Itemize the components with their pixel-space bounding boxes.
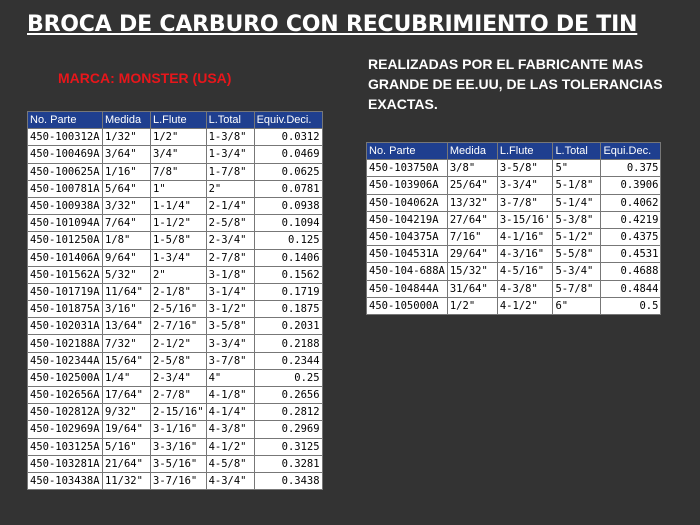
cell-flute-length: 3-7/16" (151, 472, 207, 489)
table-row (28, 197, 323, 214)
cell-flute-length: 2-5/8" (151, 352, 207, 369)
cell-flute-length: 4-3/8" (497, 280, 553, 297)
cell-size: 27/64" (447, 211, 497, 228)
cell-flute-length: 1/2" (151, 129, 207, 146)
cell-decimal-equivalent: 0.1406 (254, 249, 322, 266)
cell-total-length: 3-1/2" (206, 301, 254, 318)
cell-flute-length: 7/8" (151, 163, 207, 180)
cell-decimal-equivalent: 0.3125 (254, 438, 322, 455)
cell-size: 29/64" (447, 246, 497, 263)
cell-size: 1/2" (447, 297, 497, 314)
cell-size: 7/32" (103, 335, 151, 352)
cell-total-length: 3-3/4" (206, 335, 254, 352)
table-row (367, 211, 661, 228)
table-row (28, 215, 323, 232)
cell-total-length: 3-1/8" (206, 266, 254, 283)
cell-flute-length: 2-7/8" (151, 387, 207, 404)
cell-flute-length: 1-1/4" (151, 197, 207, 214)
column-header-flute-length: L.Flute (151, 112, 207, 129)
cell-size: 5/16" (103, 438, 151, 455)
table-row (28, 180, 323, 197)
cell-decimal-equivalent: 0.2344 (254, 352, 322, 369)
cell-flute-length: 3-5/8" (497, 160, 553, 177)
cell-flute-length: 2-5/16" (151, 301, 207, 318)
cell-total-length: 2-5/8" (206, 215, 254, 232)
cell-flute-length: 3-5/16" (151, 455, 207, 472)
cell-total-length: 3-7/8" (206, 352, 254, 369)
cell-part-number: 450-102812A (28, 404, 103, 421)
brand-label: MARCA: MONSTER (USA) (58, 70, 232, 86)
cell-total-length: 4-1/8" (206, 387, 254, 404)
column-header-decimal-equivalent: Equiv.Deci. (254, 112, 322, 129)
cell-total-length: 3-1/4" (206, 283, 254, 300)
cell-part-number: 450-101094A (28, 215, 103, 232)
table-row (367, 228, 661, 245)
cell-total-length: 2-1/4" (206, 197, 254, 214)
cell-part-number: 450-104531A (367, 246, 448, 263)
cell-part-number: 450-102500A (28, 369, 103, 386)
cell-part-number: 450-103125A (28, 438, 103, 455)
cell-total-length: 1-3/4" (206, 146, 254, 163)
table-row (28, 232, 323, 249)
cell-decimal-equivalent: 0.0781 (254, 180, 322, 197)
table-row (28, 455, 323, 472)
cell-size: 1/32" (103, 129, 151, 146)
table-row (367, 160, 661, 177)
cell-part-number: 450-103281A (28, 455, 103, 472)
table-row (367, 194, 661, 211)
table-row (28, 163, 323, 180)
cell-flute-length: 2" (151, 266, 207, 283)
cell-part-number: 450-101562A (28, 266, 103, 283)
cell-size: 3/8" (447, 160, 497, 177)
cell-decimal-equivalent: 0.3281 (254, 455, 322, 472)
cell-size: 13/32" (447, 194, 497, 211)
cell-part-number: 450-104844A (367, 280, 448, 297)
cell-total-length: 4" (206, 369, 254, 386)
cell-part-number: 450-105000A (367, 297, 448, 314)
table-header-row (28, 112, 323, 129)
table-row (28, 283, 323, 300)
cell-decimal-equivalent: 0.1094 (254, 215, 322, 232)
cell-part-number: 450-100781A (28, 180, 103, 197)
table-row (28, 129, 323, 146)
cell-total-length: 5" (553, 160, 601, 177)
cell-size: 1/8" (103, 232, 151, 249)
column-header-size: Medida (103, 112, 151, 129)
cell-total-length: 4-3/4" (206, 472, 254, 489)
table-row (28, 318, 323, 335)
table-row (367, 280, 661, 297)
cell-flute-length: 3-3/4" (497, 177, 553, 194)
table-row (367, 177, 661, 194)
cell-total-length: 4-1/4" (206, 404, 254, 421)
cell-size: 7/64" (103, 215, 151, 232)
cell-total-length: 6" (553, 297, 601, 314)
cell-size: 1/16" (103, 163, 151, 180)
table-row (28, 146, 323, 163)
cell-decimal-equivalent: 0.1719 (254, 283, 322, 300)
cell-total-length: 5-1/2" (553, 228, 601, 245)
cell-decimal-equivalent: 0.2656 (254, 387, 322, 404)
cell-part-number: 450-104-688A (367, 263, 448, 280)
cell-part-number: 450-104062A (367, 194, 448, 211)
cell-size: 25/64" (447, 177, 497, 194)
cell-decimal-equivalent: 0.0469 (254, 146, 322, 163)
drill-table-left (27, 111, 323, 490)
cell-size: 11/64" (103, 283, 151, 300)
cell-flute-length: 3-1/16" (151, 421, 207, 438)
cell-decimal-equivalent: 0.1562 (254, 266, 322, 283)
cell-decimal-equivalent: 0.5 (601, 297, 661, 314)
cell-part-number: 450-103750A (367, 160, 448, 177)
cell-total-length: 5-3/4" (553, 263, 601, 280)
column-header-decimal-equivalent: Equi.Dec. (601, 143, 661, 160)
cell-size: 21/64" (103, 455, 151, 472)
cell-total-length: 5-7/8" (553, 280, 601, 297)
cell-part-number: 450-101250A (28, 232, 103, 249)
cell-size: 5/32" (103, 266, 151, 283)
cell-total-length: 2-7/8" (206, 249, 254, 266)
cell-decimal-equivalent: 0.2812 (254, 404, 322, 421)
cell-part-number: 450-101406A (28, 249, 103, 266)
cell-part-number: 450-104375A (367, 228, 448, 245)
cell-flute-length: 4-3/16" (497, 246, 553, 263)
cell-flute-length: 3-15/16' (497, 211, 553, 228)
cell-size: 17/64" (103, 387, 151, 404)
table-row (28, 249, 323, 266)
cell-decimal-equivalent: 0.4844 (601, 280, 661, 297)
cell-flute-length: 4-1/16" (497, 228, 553, 245)
cell-flute-length: 1-1/2" (151, 215, 207, 232)
cell-total-length: 5-1/4" (553, 194, 601, 211)
cell-size: 3/64" (103, 146, 151, 163)
cell-total-length: 2" (206, 180, 254, 197)
cell-size: 9/64" (103, 249, 151, 266)
cell-decimal-equivalent: 0.4531 (601, 246, 661, 263)
cell-part-number: 450-100938A (28, 197, 103, 214)
table-row (28, 352, 323, 369)
cell-size: 19/64" (103, 421, 151, 438)
cell-size: 9/32" (103, 404, 151, 421)
table-row (28, 335, 323, 352)
cell-flute-length: 2-1/8" (151, 283, 207, 300)
column-header-total-length: L.Total (206, 112, 254, 129)
table-row (28, 266, 323, 283)
cell-flute-length: 2-7/16" (151, 318, 207, 335)
column-header-part-number: No. Parte (367, 143, 448, 160)
cell-decimal-equivalent: 0.125 (254, 232, 322, 249)
cell-decimal-equivalent: 0.2031 (254, 318, 322, 335)
cell-decimal-equivalent: 0.4219 (601, 211, 661, 228)
table-row (28, 369, 323, 386)
cell-size: 13/64" (103, 318, 151, 335)
column-header-total-length: L.Total (553, 143, 601, 160)
cell-size: 3/16" (103, 301, 151, 318)
cell-decimal-equivalent: 0.0312 (254, 129, 322, 146)
cell-total-length: 4-5/8" (206, 455, 254, 472)
cell-decimal-equivalent: 0.25 (254, 369, 322, 386)
cell-decimal-equivalent: 0.4062 (601, 194, 661, 211)
cell-decimal-equivalent: 0.4375 (601, 228, 661, 245)
cell-flute-length: 1" (151, 180, 207, 197)
cell-size: 11/32" (103, 472, 151, 489)
cell-size: 15/64" (103, 352, 151, 369)
cell-part-number: 450-101719A (28, 283, 103, 300)
cell-flute-length: 4-1/2" (497, 297, 553, 314)
cell-total-length: 4-3/8" (206, 421, 254, 438)
column-header-flute-length: L.Flute (497, 143, 553, 160)
cell-size: 5/64" (103, 180, 151, 197)
cell-part-number: 450-101875A (28, 301, 103, 318)
table-row (28, 421, 323, 438)
table-row (28, 404, 323, 421)
cell-total-length: 3-5/8" (206, 318, 254, 335)
cell-total-length: 2-3/4" (206, 232, 254, 249)
cell-part-number: 450-100625A (28, 163, 103, 180)
cell-flute-length: 2-3/4" (151, 369, 207, 386)
cell-part-number: 450-104219A (367, 211, 448, 228)
page-title: BROCA DE CARBURO CON RECUBRIMIENTO DE TIN (27, 12, 638, 37)
cell-flute-length: 1-5/8" (151, 232, 207, 249)
cell-part-number: 450-103906A (367, 177, 448, 194)
table-row (367, 246, 661, 263)
cell-size: 1/4" (103, 369, 151, 386)
cell-decimal-equivalent: 0.375 (601, 160, 661, 177)
cell-part-number: 450-102344A (28, 352, 103, 369)
table-row (367, 297, 661, 314)
table-header-row (367, 143, 661, 160)
cell-total-length: 4-1/2" (206, 438, 254, 455)
cell-part-number: 450-100469A (28, 146, 103, 163)
cell-decimal-equivalent: 0.2188 (254, 335, 322, 352)
cell-part-number: 450-102031A (28, 318, 103, 335)
cell-part-number: 450-100312A (28, 129, 103, 146)
cell-decimal-equivalent: 0.3438 (254, 472, 322, 489)
cell-part-number: 450-102969A (28, 421, 103, 438)
cell-decimal-equivalent: 0.4688 (601, 263, 661, 280)
cell-size: 7/16" (447, 228, 497, 245)
column-header-size: Medida (447, 143, 497, 160)
cell-flute-length: 2-15/16" (151, 404, 207, 421)
cell-size: 3/32" (103, 197, 151, 214)
cell-flute-length: 3-7/8" (497, 194, 553, 211)
cell-total-length: 1-7/8" (206, 163, 254, 180)
cell-decimal-equivalent: 0.3906 (601, 177, 661, 194)
table-row (28, 387, 323, 404)
table-row (28, 301, 323, 318)
manufacturer-note: REALIZADAS POR EL FABRICANTE MAS GRANDE DE EE.UU, DE LAS TOLERANCIAS EXACTAS. (368, 56, 663, 112)
cell-part-number: 450-102188A (28, 335, 103, 352)
cell-part-number: 450-103438A (28, 472, 103, 489)
table-row (367, 263, 661, 280)
cell-flute-length: 2-1/2" (151, 335, 207, 352)
cell-flute-length: 1-3/4" (151, 249, 207, 266)
cell-total-length: 5-5/8" (553, 246, 601, 263)
column-header-part-number: No. Parte (28, 112, 103, 129)
cell-part-number: 450-102656A (28, 387, 103, 404)
cell-size: 31/64" (447, 280, 497, 297)
cell-total-length: 5-1/8" (553, 177, 601, 194)
cell-total-length: 5-3/8" (553, 211, 601, 228)
cell-decimal-equivalent: 0.0938 (254, 197, 322, 214)
cell-flute-length: 3/4" (151, 146, 207, 163)
cell-decimal-equivalent: 0.1875 (254, 301, 322, 318)
cell-decimal-equivalent: 0.0625 (254, 163, 322, 180)
cell-size: 15/32" (447, 263, 497, 280)
cell-decimal-equivalent: 0.2969 (254, 421, 322, 438)
table-row (28, 472, 323, 489)
drill-table-right (366, 142, 661, 315)
cell-flute-length: 4-5/16" (497, 263, 553, 280)
cell-flute-length: 3-3/16" (151, 438, 207, 455)
table-row (28, 438, 323, 455)
cell-total-length: 1-3/8" (206, 129, 254, 146)
